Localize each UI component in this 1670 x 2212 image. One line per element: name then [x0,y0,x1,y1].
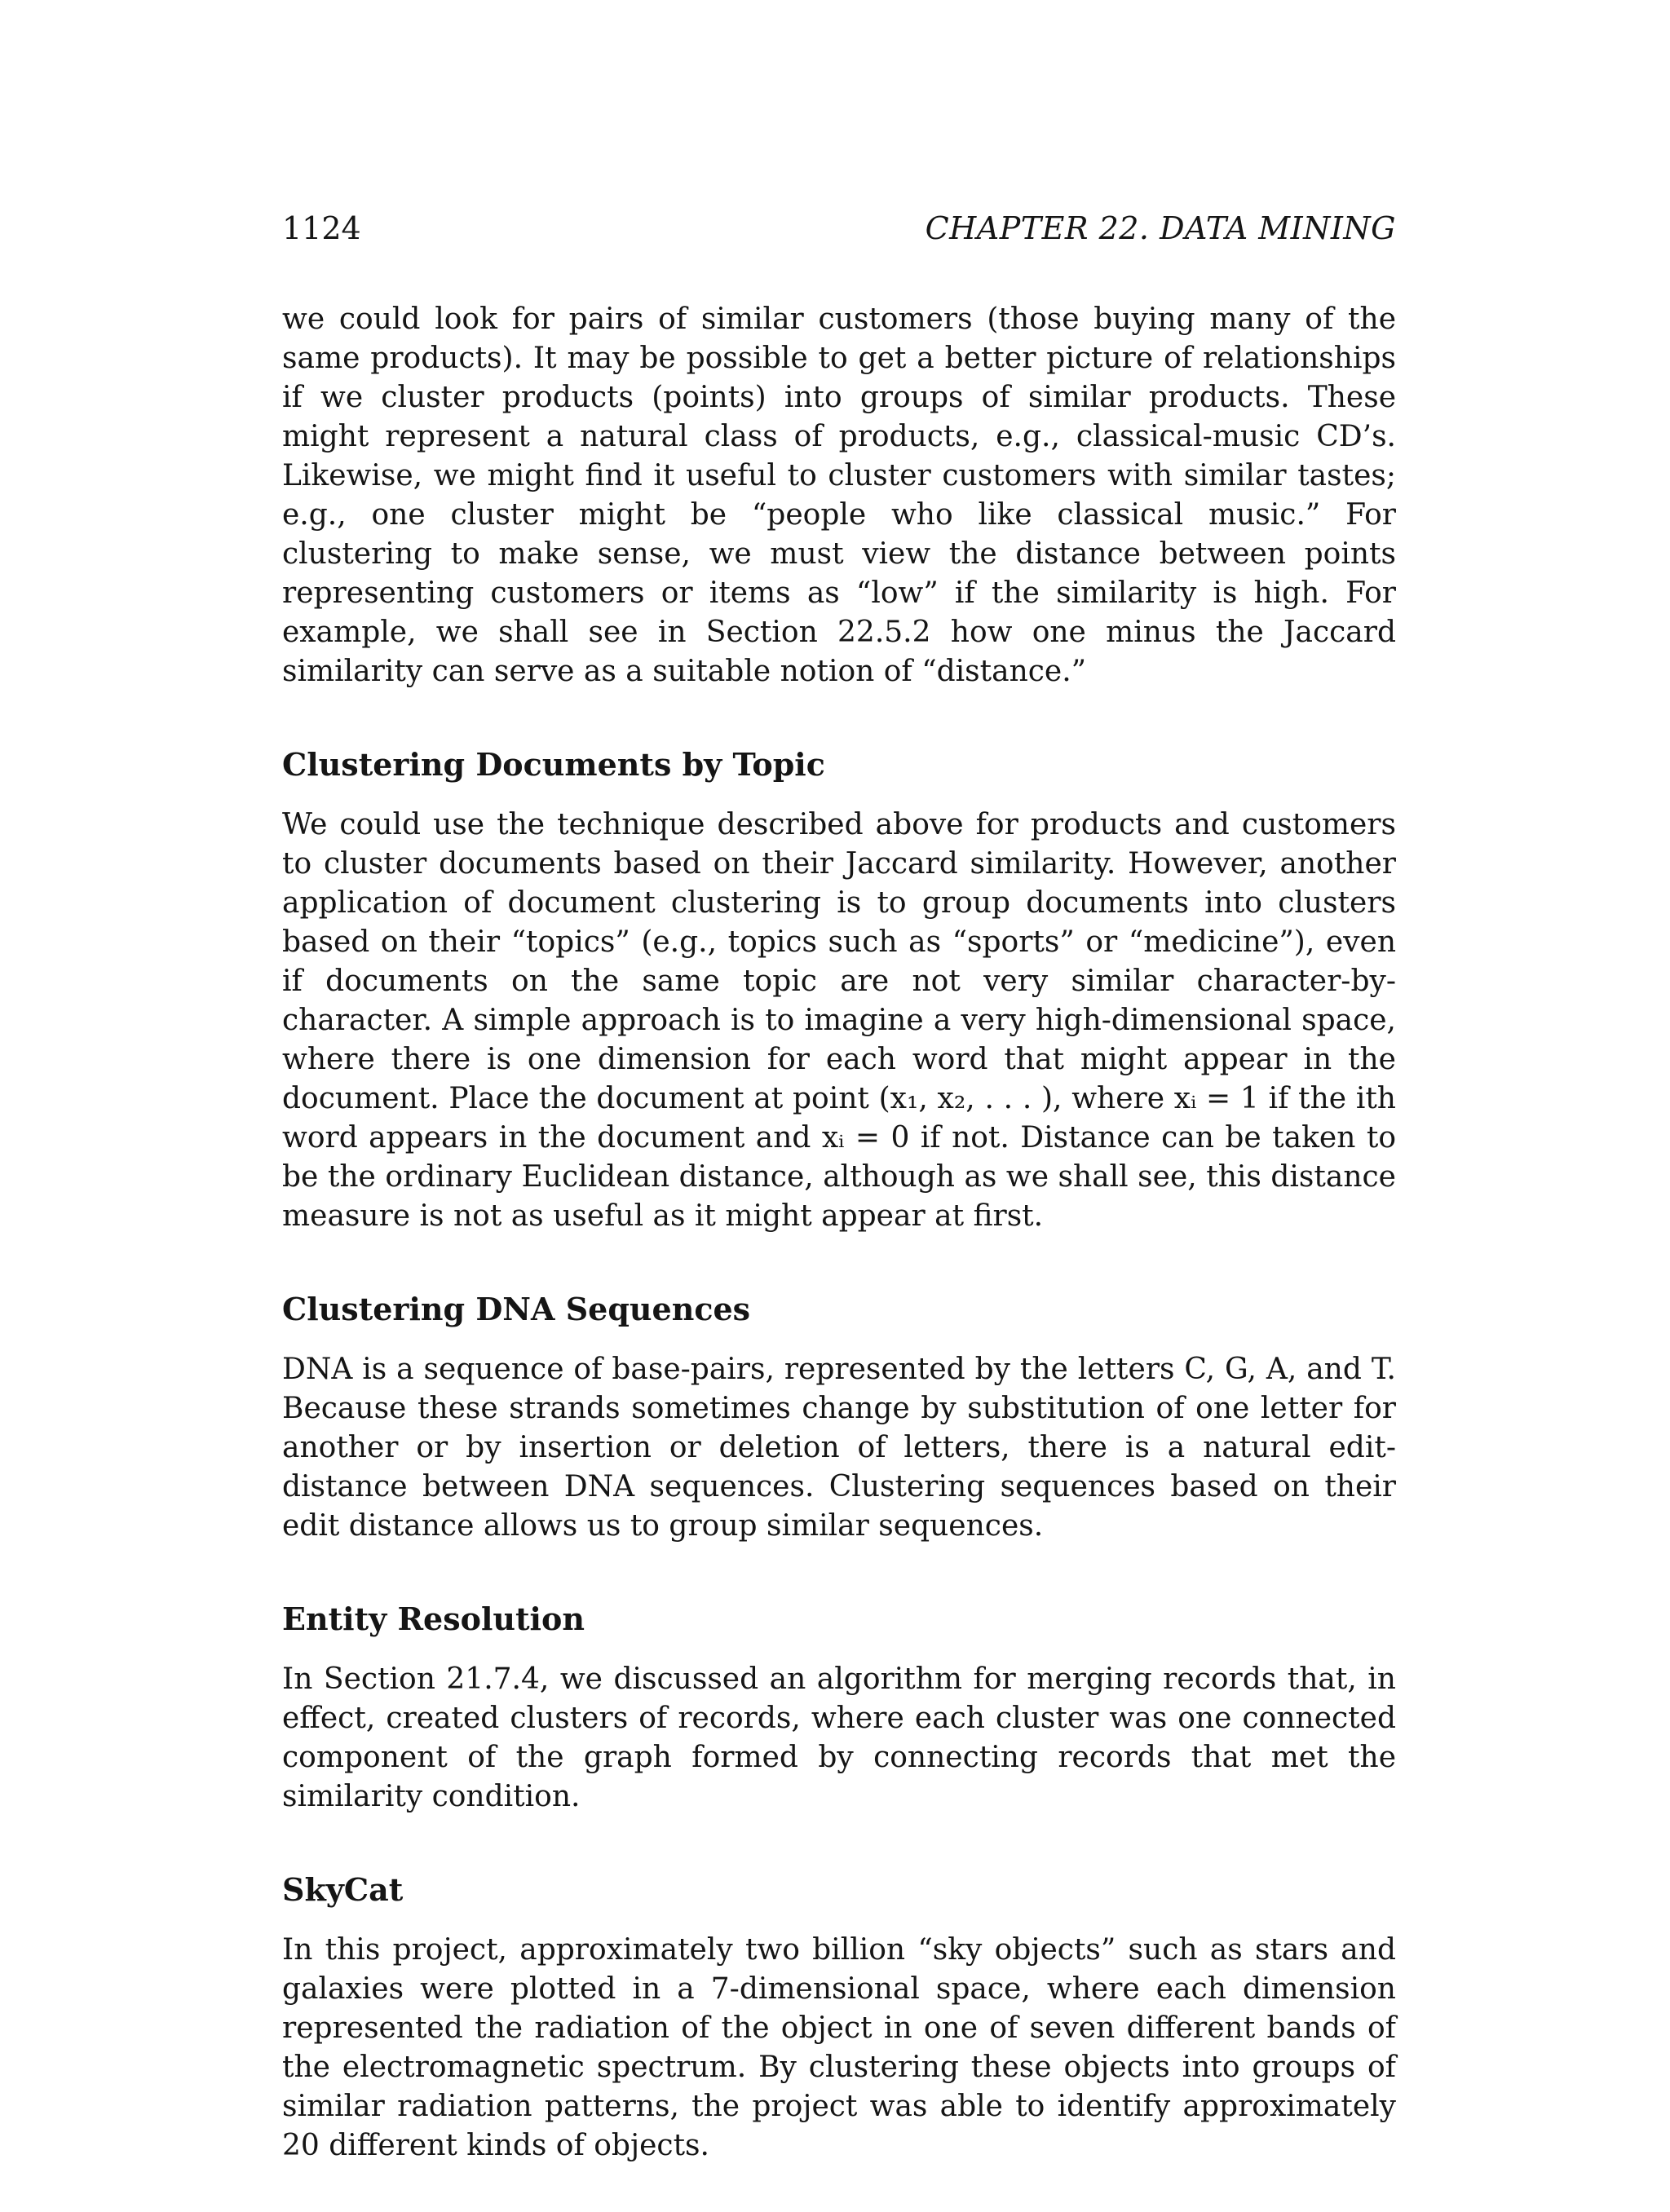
dna-paragraph: DNA is a sequence of base-pairs, represented by the letters C, G, A, and T. Because these strands sometimes change by substitution of one letter for another or by insertion or deletion of letters, there is a natural edit-distance between DNA sequences. Clustering sequences based on their edit distance allows us to group similar sequences. [282,1353,1396,1543]
section-heading-entity-resolution: Entity Resolution [282,1600,585,1637]
page-body [282,300,1396,2166]
skycat-paragraph: In this project, approximately two billion “sky objects” such as stars and galaxies were plotted in a 7-dimensional space, where each dimension represented the radiation of the object in one of seven different bands of the electromagnetic spectrum. By clustering these objects into groups of similar radiation patterns, the project was able to identify approximately 20 different kinds of objects. [282,1933,1396,2162]
intro-paragraph: we could look for pairs of similar customers (those buying many of the same products). It may be possible to get a better picture of relationships if we cluster products (points) into groups of similar products. These might represent a natural class of products, e.g., classical-music CD’s. Likewise, we might find it useful to cluster customers with similar tastes; e.g., one cluster might be “people who like classical music.” For clustering to make sense, we must view the distance between points representing customers or items as “low” if the similarity is high. For example, we shall see in Section 22.5.2 how one minus the Jaccard similarity can serve as a suitable notion of “distance.” [282,302,1396,688]
section-heading-dna: Clustering DNA Sequences [282,1291,751,1327]
section-heading-skycat: SkyCat [282,1871,404,1908]
documents-paragraph: We could use the technique described above for products and customers to cluster documents based on their Jaccard similarity. However, another application of document clustering is to group documents into clusters based on their “topics” (e.g., topics such as “sports” or “medicine”), even if documents on the same topic are not very similar character-by-character. A simple approach is to imagine a very high-dimensional space, where there is one dimension for each word that might appear in the document. Place the document at point (x₁, x₂, . . . ), where xᵢ = 1 if the ith word appears in the document and xᵢ = 0 if not. Distance can be taken to be the ordinary Euclidean distance, although as we shall see, this distance measure is not as useful as it might appear at first. [282,808,1396,1233]
section-heading-documents: Clustering Documents by Topic [282,746,825,783]
running-header [282,208,1396,249]
chapter-title: CHAPTER 22. DATA MINING [925,210,1396,246]
entity-resolution-paragraph: In Section 21.7.4, we discussed an algorithm for merging records that, in effect, created clusters of records, where each cluster was one connected component of the graph formed by connecting records that met the similarity condition. [282,1662,1396,1813]
page-number: 1124 [282,210,361,246]
